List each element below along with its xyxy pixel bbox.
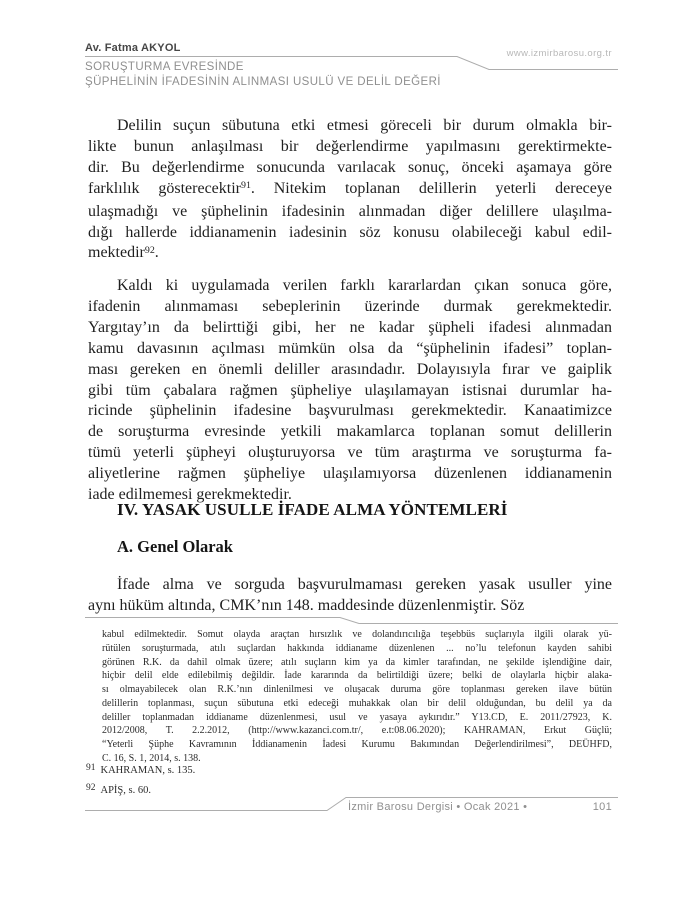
text-line: aliyetlerine rağmen şüpheliye ulaşılamıyorsa düzenlenen iddianamenin (88, 465, 612, 483)
page-number: 101 (592, 801, 612, 813)
section-heading: IV. YASAK USULLE İFADE ALMA YÖNTEMLERİ (117, 500, 508, 519)
text-line: ulaşmadığı ve şüphelinin ifadesinin alınmadan diğer delillere ulaşılma- (88, 202, 612, 220)
journal-website-url: www.izmirbarosu.org.tr (506, 48, 612, 59)
text-line: hiçbir delil elde edilebilmiş değildir. İade kararında da belirtildiği üzere; belki de olaylarla hiçbir alaka- (102, 670, 612, 682)
page-footer (348, 801, 612, 813)
text-line: likte bunun anlaşılması bir değerlendirme yapılmasını gerektirmekte- (88, 137, 612, 155)
journal-footer-label: İzmir Barosu Dergisi • Ocak 2021 • (348, 801, 528, 813)
footnote-text: KAHRAMAN, s. 135. (100, 765, 196, 776)
article-title-line1: SORUŞTURMA EVRESİNDE (85, 61, 244, 73)
footnote-continuation (102, 628, 612, 766)
text-line: “Yeterli Şüphe Kavramının İddianamenin İadesi Kurumu Bakımından Değerlendirilmesi”, DEÜHFD, (102, 739, 612, 750)
text-line: 2012/2008, T. 2.2.2012, (http://www.kazanci.com.tr/, e.t:08.06.2020); KAHRAMAN, Erkut Güçlü; (102, 725, 612, 737)
text-line: deliller toplanmadan iddianame düzenlenmesi, usul ve yasaya aykırıdır.” Y13.CD, E. 2011/27923, K. (102, 711, 612, 723)
text-line: gibi tüm çabalara rağmen şüpheliye ulaşılamayan istisnai durumlar ha- (88, 381, 612, 399)
text-line: iade edilmemesi gerekmektedir. (88, 486, 292, 504)
text-line: rütülen soruşturmada, atılı suçlardan hakkında iddianame düzenlenen ... no’lu telefonun kayden sahibi (102, 642, 612, 654)
text-line: Yargıtay’ın da belirttiği gibi, her ne kadar şüpheli ifadesi alınmadan (88, 318, 612, 336)
author-name: Av. Fatma AKYOL (85, 42, 181, 54)
text-line: delillerin toplanması, suçun sübutuna etki edeceği muhakkak olan bir delil olduğundan, bu delil ya da (102, 697, 612, 709)
text-line: görünen R.K. da dahil olmak üzere; atılı suçların kim ya da kimler tarafından, ne şekilde işlendiğine dair, (102, 656, 612, 668)
text-line: mektedir$^{92}$. (88, 244, 159, 262)
footnote-separator-swoosh (85, 616, 618, 625)
text-line: dir. Bu değerlendirme sonucunda varılacak sonuç, önceki aşamaya göre (88, 158, 612, 176)
text-line: ifadenin alınmaması sebeplerinin üzerinde durmak gerekmektedir. (88, 297, 612, 315)
text-line: farklılık gösterecektir$^{91}$. Nitekim toplanan delillerin yeterli dereceye (88, 179, 612, 197)
footnote-number: 91 (86, 763, 96, 773)
text-line: İfade alma ve sorguda başvurulmaması gereken yasak usuller yine (117, 576, 612, 593)
text-line: dığı hallerde iddianamenin iadesinin söz konusu olabileceği kabul edil- (88, 223, 612, 241)
body-paragraph-2 (88, 276, 612, 506)
text-line: kabul edilmektedir. Somut olayda araçtan hırsızlık ve dolandırıcılığa teşebbüs suçlarıyla ilgili olarak yü- (102, 629, 612, 640)
text-line: Kaldı ki uygulamada verilen farklı kararlardan çıkan sonuca göre, (117, 277, 612, 294)
body-paragraph-3 (88, 575, 612, 617)
text-line: C. 16, S. 1, 2014, s. 138. (102, 752, 201, 764)
text-line: de soruşturma evresinde yetkili makamlarca toplanan somut delillerin (88, 423, 612, 441)
text-line: ması gereken en önemli deliller arasındadır. Dolayısıyla fırar ve gaiplik (88, 360, 612, 378)
footnote-91 (86, 765, 195, 776)
text-line: tümü yeterli şüpheyi oluşturuyorsa ve tüm araştırma ve soruşturma fa- (88, 444, 612, 462)
text-line: sı olmayabilecek olan R.K.’nın dinlenilmesi ve oluşacak duruma göre toplanması gereken ilave bütün (102, 684, 612, 695)
text-line: Delilin suçun sübutuna etki etmesi göreceli bir durum olmakla bir- (117, 117, 612, 134)
text-line: ricinde şüphelinin ifadesine başvurulması gerekmektedir. Kanaatimizce (88, 402, 612, 420)
body-paragraph-1 (88, 116, 612, 266)
subsection-heading: A. Genel Olarak (117, 537, 233, 556)
text-line: kamu davasının açılması mümkün olsa da “şüphelinin ifadesi” toplan- (88, 339, 612, 357)
article-title-line2: ŞÜPHELİNİN İFADESİNİN ALINMASI USULÜ VE DELİL DEĞERİ (85, 76, 441, 88)
text-line: aynı hüküm altında, CMK’nın 148. maddesinde düzenlenmiştir. Söz (88, 596, 525, 614)
footnote-number: 92 (86, 783, 96, 793)
footnote-text: APİŞ, s. 60. (100, 785, 151, 796)
